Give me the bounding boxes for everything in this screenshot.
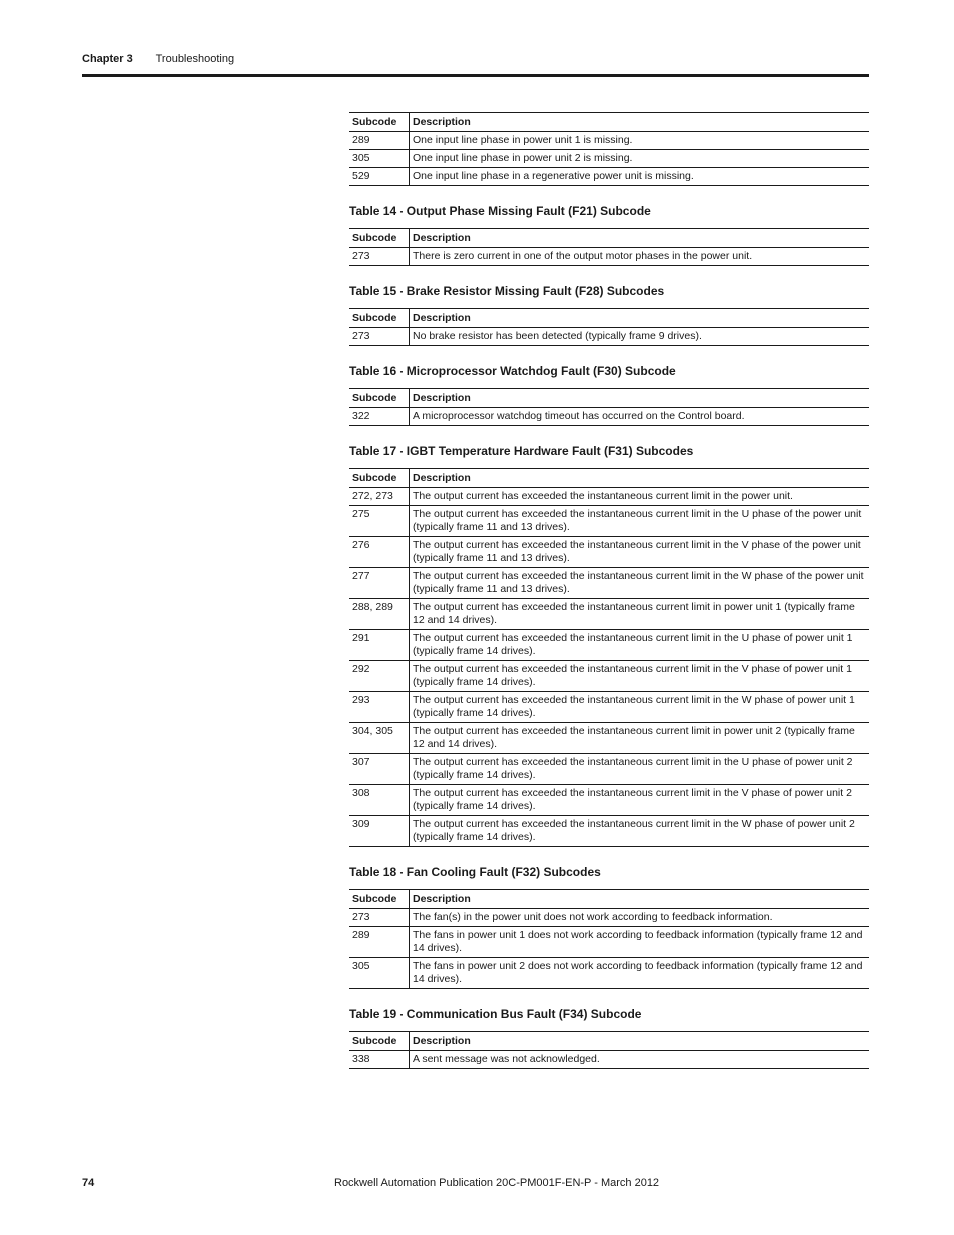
table-row xyxy=(349,661,869,692)
table-row xyxy=(349,816,869,847)
table-caption: Table 18 - Fan Cooling Fault (F32) Subcodes xyxy=(349,865,601,879)
subcode-cell: 293 xyxy=(349,692,410,723)
subcode-column-header: Subcode xyxy=(349,469,410,488)
description-cell: The output current has exceeded the instantaneous current limit in power unit 2 (typically frame 12 and 14 drives). xyxy=(410,723,870,754)
description-cell: The output current has exceeded the instantaneous current limit in the W phase of power unit 2 (typically frame 14 drives). xyxy=(410,816,870,847)
subcode-cell: 305 xyxy=(349,150,410,168)
description-cell: The output current has exceeded the instantaneous current limit in the V phase of power unit 2 (typically frame 14 drives). xyxy=(410,785,870,816)
table-caption: Table 17 - IGBT Temperature Hardware Fault (F31) Subcodes xyxy=(349,444,694,458)
table-row xyxy=(349,785,869,816)
subcode-table xyxy=(349,388,869,426)
table-row xyxy=(349,248,869,266)
subcode-cell: 305 xyxy=(349,958,410,989)
subcode-table xyxy=(349,468,869,847)
description-cell: The output current has exceeded the instantaneous current limit in power unit 1 (typically frame 12 and 14 drives). xyxy=(410,599,870,630)
table-row xyxy=(349,568,869,599)
subcode-cell: 277 xyxy=(349,568,410,599)
subcode-column-header: Subcode xyxy=(349,1032,410,1051)
subcode-table xyxy=(349,228,869,266)
description-cell: The output current has exceeded the instantaneous current limit in the U phase of power unit 1 (typically frame 14 drives). xyxy=(410,630,870,661)
subcode-cell: 289 xyxy=(349,132,410,150)
subcode-table xyxy=(349,112,869,186)
subcode-table xyxy=(349,889,869,989)
subcode-cell: 288, 289 xyxy=(349,599,410,630)
subcode-cell: 307 xyxy=(349,754,410,785)
table-header-row xyxy=(349,113,869,132)
subcode-column-header: Subcode xyxy=(349,309,410,328)
description-cell: The output current has exceeded the instantaneous current limit in the U phase of power unit 2 (typically frame 14 drives). xyxy=(410,754,870,785)
description-cell: The output current has exceeded the instantaneous current limit in the W phase of power unit 1 (typically frame 14 drives). xyxy=(410,692,870,723)
subcode-cell: 322 xyxy=(349,408,410,426)
subcode-cell: 309 xyxy=(349,816,410,847)
table-row xyxy=(349,599,869,630)
table-row xyxy=(349,754,869,785)
table-caption: Table 14 - Output Phase Missing Fault (F21) Subcode xyxy=(349,204,651,218)
description-column-header: Description xyxy=(410,229,870,248)
subcode-column-header: Subcode xyxy=(349,890,410,909)
description-cell: The fans in power unit 2 does not work according to feedback information (typically frame 12 and 14 drives). xyxy=(410,958,870,989)
table-row xyxy=(349,132,869,150)
subcode-cell: 276 xyxy=(349,537,410,568)
page-header xyxy=(82,53,234,65)
table-row xyxy=(349,537,869,568)
subcode-cell: 273 xyxy=(349,909,410,927)
table-row xyxy=(349,488,869,506)
description-column-header: Description xyxy=(410,389,870,408)
description-cell: No brake resistor has been detected (typically frame 9 drives). xyxy=(413,330,702,342)
description-column-header: Description xyxy=(410,113,870,132)
subcode-table xyxy=(349,308,869,346)
subcode-cell: 275 xyxy=(349,506,410,537)
subcode-cell: 291 xyxy=(349,630,410,661)
page-number: 74 xyxy=(82,1177,95,1189)
subcode-column-header: Subcode xyxy=(349,113,410,132)
table-row xyxy=(349,927,869,958)
subcode-cell: 272, 273 xyxy=(349,488,410,506)
table-row xyxy=(349,1051,869,1069)
subcode-cell: 304, 305 xyxy=(349,723,410,754)
publication-info: Rockwell Automation Publication 20C-PM001F-EN-P - March 2012 xyxy=(334,1177,660,1189)
table-header-row xyxy=(349,229,869,248)
description-column-header: Description xyxy=(410,1032,870,1051)
table-caption: Table 16 - Microprocessor Watchdog Fault (F30) Subcode xyxy=(349,364,676,378)
table-row xyxy=(349,692,869,723)
subcode-cell: 529 xyxy=(349,168,410,186)
description-cell: The output current has exceeded the instantaneous current limit in the V phase of the power unit (typically frame 11 and 13 drives). xyxy=(410,537,870,568)
subcode-cell: 273 xyxy=(349,248,410,266)
subcode-column-header: Subcode xyxy=(349,229,410,248)
table-caption: Table 19 - Communication Bus Fault (F34) Subcode xyxy=(349,1007,642,1021)
description-cell: The fans in power unit 1 does not work according to feedback information (typically frame 12 and 14 drives). xyxy=(410,927,870,958)
table-header-row xyxy=(349,1032,869,1051)
tables-container xyxy=(349,112,869,1069)
subcode-cell: 273 xyxy=(349,328,410,346)
section-label: Troubleshooting xyxy=(155,53,235,65)
table-row xyxy=(349,408,869,426)
table-row xyxy=(349,958,869,989)
header-rule xyxy=(82,74,869,77)
table-row xyxy=(349,630,869,661)
table-caption: Table 15 - Brake Resistor Missing Fault (F28) Subcodes xyxy=(349,284,665,298)
subcode-cell: 308 xyxy=(349,785,410,816)
table-row xyxy=(349,506,869,537)
description-cell: One input line phase in power unit 1 is missing. xyxy=(413,134,633,146)
table-header-row xyxy=(349,389,869,408)
description-cell: The fan(s) in the power unit does not work according to feedback information. xyxy=(413,911,773,923)
description-column-header: Description xyxy=(410,890,870,909)
description-cell: One input line phase in a regenerative power unit is missing. xyxy=(410,168,870,186)
subcode-cell: 338 xyxy=(349,1051,410,1069)
description-cell: The output current has exceeded the instantaneous current limit in the W phase of the power unit (typically frame 11 and 13 drives). xyxy=(410,568,870,599)
subcode-cell: 292 xyxy=(349,661,410,692)
description-column-header: Description xyxy=(410,469,870,488)
description-cell: A microprocessor watchdog timeout has occurred on the Control board. xyxy=(413,410,745,422)
table-row xyxy=(349,168,869,186)
description-cell: The output current has exceeded the instantaneous current limit in the V phase of power unit 1 (typically frame 14 drives). xyxy=(410,661,870,692)
table-header-row xyxy=(349,309,869,328)
description-column-header: Description xyxy=(410,309,870,328)
subcode-table xyxy=(349,1031,869,1069)
table-row xyxy=(349,909,869,927)
description-cell: The output current has exceeded the instantaneous current limit in the U phase of the power unit (typically frame 11 and 13 drives). xyxy=(410,506,870,537)
table-row xyxy=(349,328,869,346)
subcode-column-header: Subcode xyxy=(349,389,410,408)
table-header-row xyxy=(349,469,869,488)
table-row xyxy=(349,723,869,754)
table-row xyxy=(349,150,869,168)
description-cell: The output current has exceeded the instantaneous current limit in the power unit. xyxy=(413,490,793,502)
description-cell: There is zero current in one of the output motor phases in the power unit. xyxy=(413,250,753,262)
subcode-cell: 289 xyxy=(349,927,410,958)
description-cell: One input line phase in power unit 2 is missing. xyxy=(410,150,870,168)
chapter-label: Chapter 3 xyxy=(82,53,133,65)
table-header-row xyxy=(349,890,869,909)
description-cell: A sent message was not acknowledged. xyxy=(413,1053,600,1065)
